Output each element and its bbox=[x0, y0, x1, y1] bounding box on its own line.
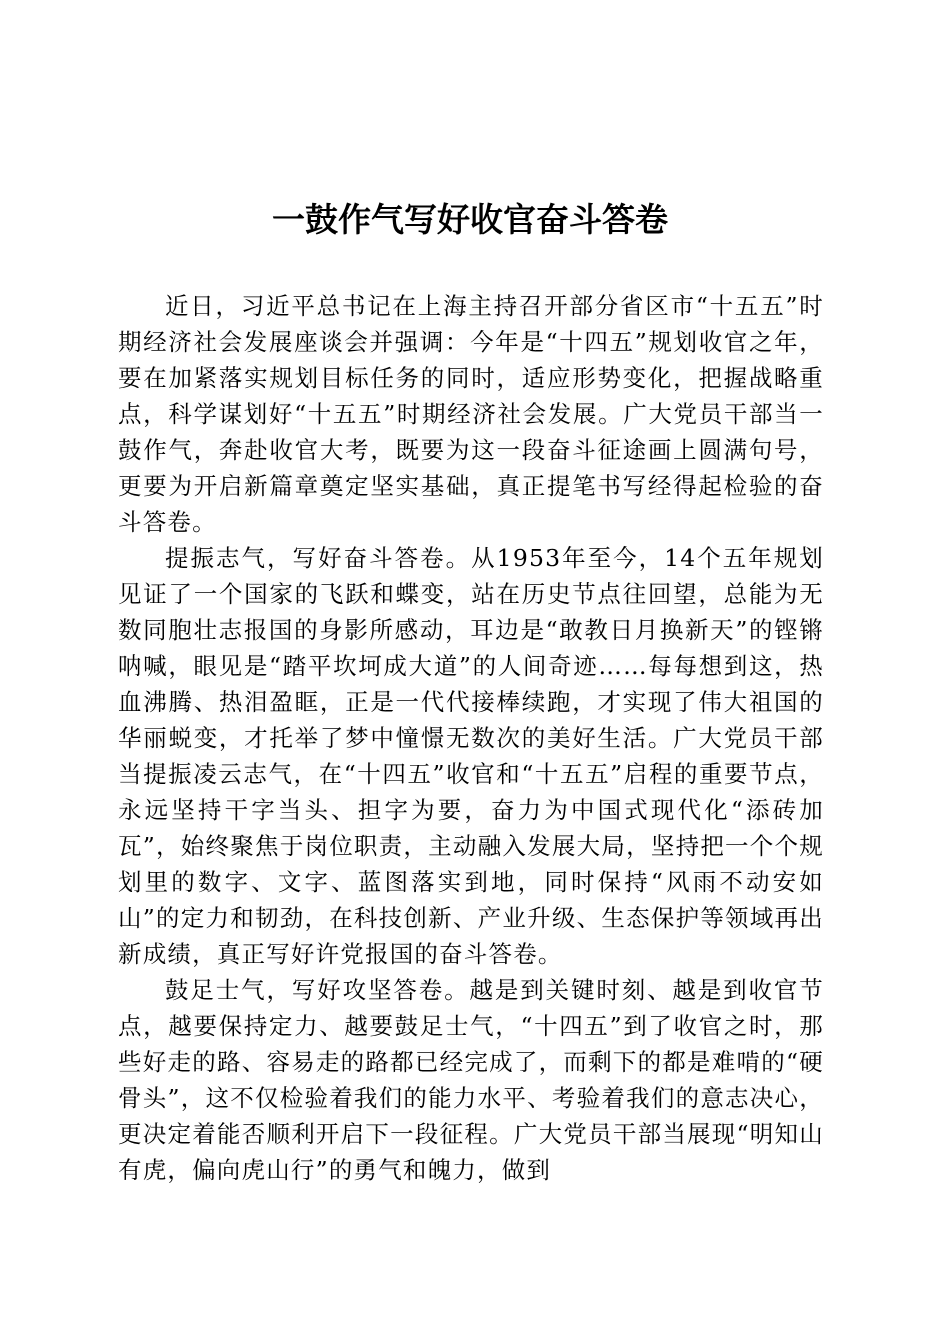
paragraph-intro: 近日，习近平总书记在上海主持召开部分省区市“十五五”时期经济社会发展座谈会并强调：今年是“十四五”规划收官之年，要在加紧落实规划目标任务的同时，适应形势变化，把握战略重点，科学谋划好“十五五”时期经济社会发展。广大党员干部当一鼓作气，奔赴收官大考，既要为这一段奋斗征途画上圆满句号，更要为开启新篇章奠定坚实基础，真正提笔书写经得起检验的奋斗答卷。 bbox=[118, 292, 824, 536]
article-body bbox=[118, 288, 824, 1188]
paragraph-spirit: 鼓足士气，写好攻坚答卷。越是到关键时刻、越是到收官节点，越要保持定力、越要鼓足士气，“十四五”到了收官之时，那些好走的路、容易走的路都已经完成了，而剩下的都是难啃的“硬骨头”，这不仅检验着我们的能力水平、考验着我们的意志决心，更决定着能否顺利开启下一段征程。广大党员干部当展现“明知山有虎，偏向虎山行”的勇气和魄力，做到 bbox=[118, 976, 824, 1184]
page-title: 一鼓作气写好收官奋斗答卷 bbox=[272, 200, 668, 239]
paragraph-morale: 提振志气，写好奋斗答卷。从1953年至今，14个五年规划见证了一个国家的飞跃和蝶变，站在历史节点往回望，总能为无数同胞壮志报国的身影所感动，耳边是“敢教日月换新天”的铿锵呐喊，眼见是“踏平坎坷成大道”的人间奇迹……每每想到这，热血沸腾、热泪盈眶，正是一代代接棒续跑，才实现了伟大祖国的华丽蜕变，才托举了梦中憧憬无数次的美好生活。广大党员干部当提振凌云志气，在“十四五”收官和“十五五”启程的重要节点，永远坚持干字当头、担字为要，奋力为中国式现代化“添砖加瓦”，始终聚焦于岗位职责，主动融入发展大局，坚持把一个个规划里的数字、文字、蓝图落实到地，同时保持“风雨不动安如山”的定力和韧劲，在科技创新、产业升级、生态保护等领域再出新成绩，真正写好许党报国的奋斗答卷。 bbox=[118, 544, 824, 968]
